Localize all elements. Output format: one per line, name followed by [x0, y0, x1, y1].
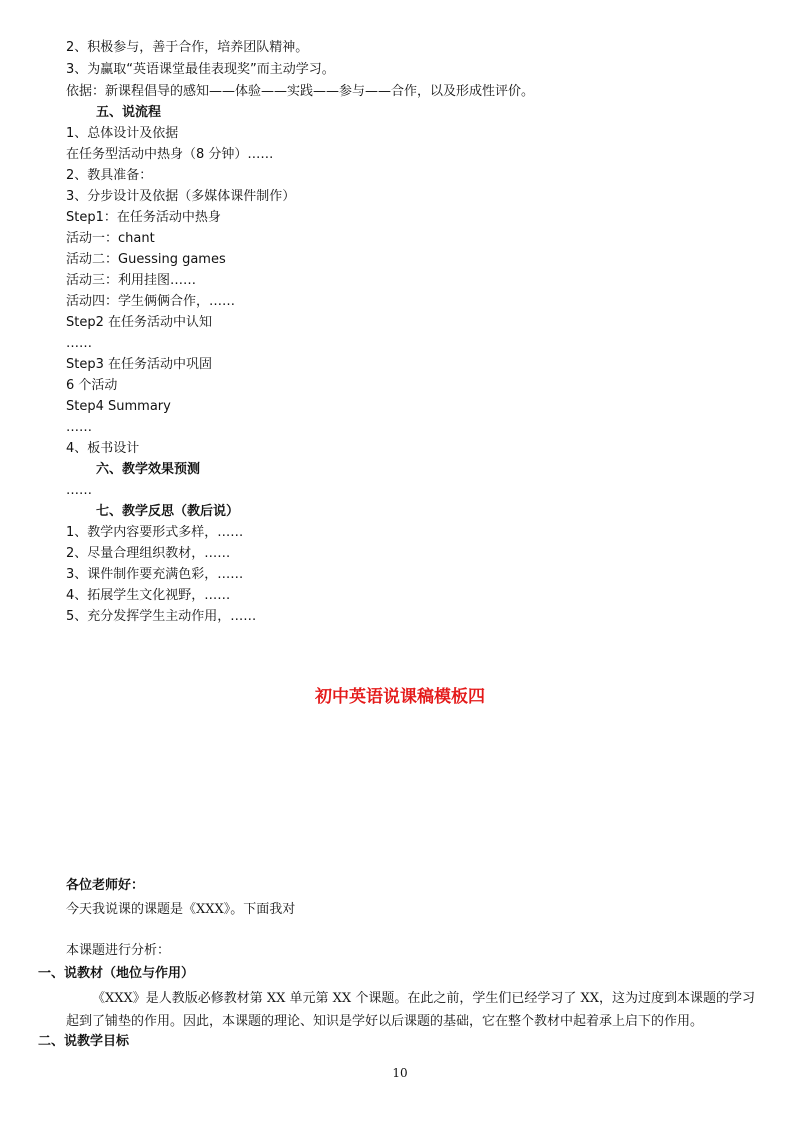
part-heading-objectives: 二、说教学目标 [38, 1034, 130, 1049]
reflection-line: 2、尽量合理组织教材，…… [66, 546, 231, 561]
goal-line-3: 3、为赢取“英语课堂最佳表现奖”而主动学习。 [66, 62, 335, 77]
reflection-line: 5、充分发挥学生主动作用，…… [66, 609, 257, 624]
process-line: 活动一：chant [66, 231, 155, 246]
process-line: 在任务型活动中热身（8 分钟）…… [66, 147, 274, 162]
template-title: 初中英语说课稿模板四 [315, 687, 485, 707]
goal-line-2: 2、积极参与，善于合作，培养团队精神。 [66, 40, 309, 55]
process-line: 活动四：学生俩俩合作，…… [66, 294, 236, 309]
section-heading-reflection: 七、教学反思（教后说） [96, 504, 240, 519]
part-heading-materials: 一、说教材（地位与作用） [38, 966, 195, 981]
intro-line: 本课题进行分析： [66, 943, 171, 958]
process-line: 6 个活动 [66, 378, 118, 393]
reflection-line: 4、拓展学生文化视野，…… [66, 588, 231, 603]
process-line: Step2 在任务活动中认知 [66, 315, 213, 330]
process-line: Step4 Summary [66, 399, 171, 414]
process-line: Step3 在任务活动中巩固 [66, 357, 213, 372]
reflection-line: 3、课件制作要充满色彩，…… [66, 567, 244, 582]
effect-line: …… [66, 483, 92, 498]
materials-paragraph: 《XXX》是人教版必修教材第 XX 单元第 XX 个课题。在此之前，学生们已经学习了 XX，这为过度到本课题的学习起到了铺垫的作用。因此，本课题的理论、知识是学好以后课题的基础，它在整个教材中起着承上启下的作用。 [66, 991, 755, 1029]
basis-line: 依据：新课程倡导的感知——体验——实践——参与——合作，以及形成性评价。 [66, 84, 535, 99]
process-line: 3、分步设计及依据（多媒体课件制作） [66, 189, 296, 204]
process-line: …… [66, 420, 92, 435]
reflection-line: 1、教学内容要形式多样，…… [66, 525, 244, 540]
section-heading-effect: 六、教学效果预测 [96, 462, 201, 477]
process-line: 1、总体设计及依据 [66, 126, 179, 141]
page-number: 10 [392, 1066, 408, 1080]
process-line: 4、板书设计 [66, 441, 140, 456]
intro-line: 今天我说课的课题是《XXX》。下面我对 [66, 902, 296, 917]
greeting: 各位老师好： [66, 878, 145, 893]
process-line: Step1：在任务活动中热身 [66, 210, 221, 225]
process-line: 2、教具准备： [66, 168, 153, 183]
section-heading-process: 五、说流程 [96, 105, 162, 120]
process-line: …… [66, 336, 92, 351]
process-line: 活动二：Guessing games [66, 252, 226, 267]
process-line: 活动三：利用挂图…… [66, 273, 197, 288]
